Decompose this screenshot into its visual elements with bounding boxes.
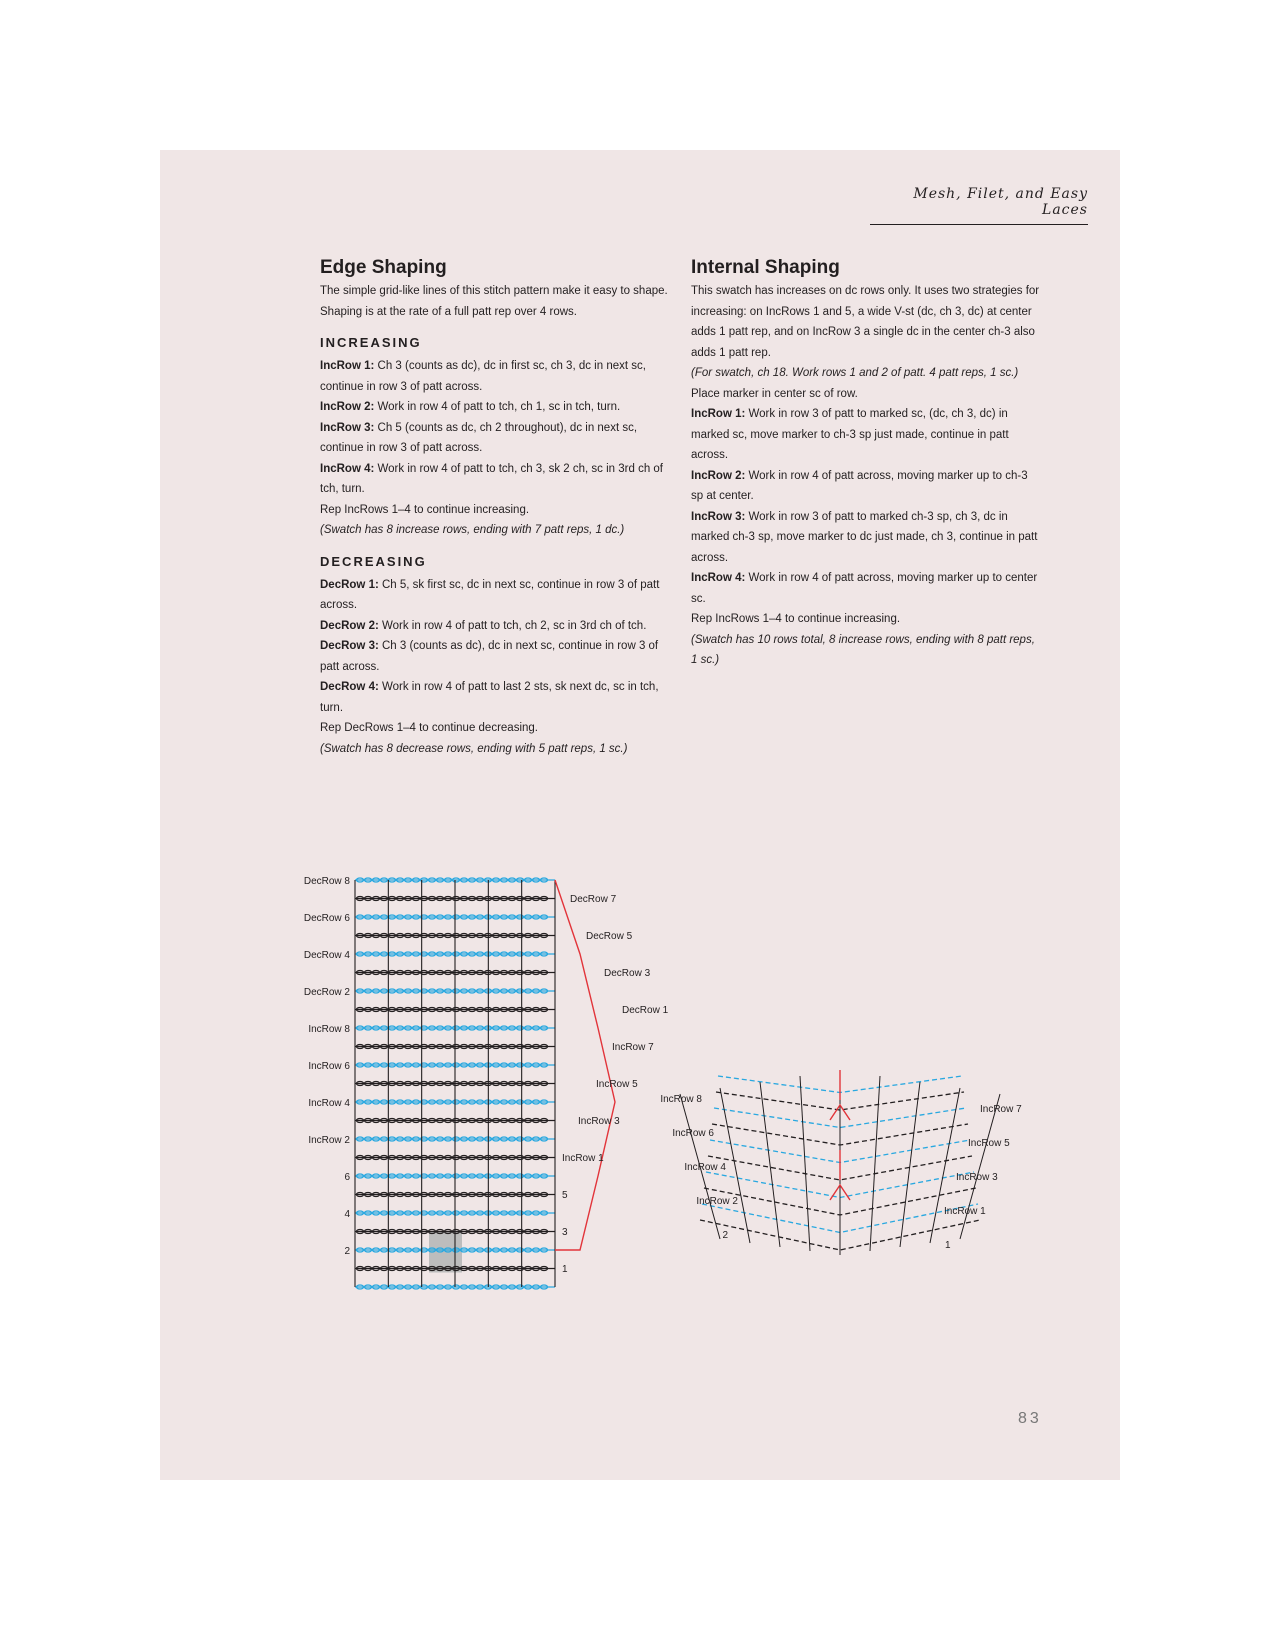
- edge-inc-repeat: Rep IncRows 1–4 to continue increasing.: [320, 503, 530, 516]
- left-row-label: IncRow 8: [308, 1024, 350, 1035]
- left-row-label: IncRow 2: [696, 1196, 738, 1207]
- right-row-label: 3: [562, 1227, 568, 1238]
- right-row-label: IncRow 3: [578, 1116, 620, 1127]
- step-text: Work in row 4 of patt to tch, ch 1, sc in tch, turn.: [374, 401, 621, 413]
- right-row-label: IncRow 1: [944, 1206, 986, 1217]
- left-row-label: 6: [344, 1172, 350, 1183]
- right-row-label: 1: [945, 1240, 951, 1251]
- right-row-label: IncRow 7: [612, 1042, 654, 1053]
- increasing-heading: INCREASING: [320, 335, 422, 350]
- left-row-label: IncRow 8: [660, 1094, 702, 1105]
- step-text: Ch 3 (counts as dc), dc in next sc, continue in row 3 of patt across.: [320, 640, 659, 673]
- internal-incrow-1: [691, 404, 1041, 466]
- left-row-label: 4: [344, 1209, 350, 1220]
- step-text: Work in row 4 of patt to tch, ch 2, sc in 3rd ch of tch.: [378, 619, 647, 632]
- left-row-label: 2: [722, 1230, 728, 1241]
- step-label: DecRow 1:: [320, 578, 379, 591]
- edge-shaping-column: [320, 255, 670, 759]
- right-row-label: 1: [562, 1264, 568, 1275]
- step-text: Work in row 3 of patt to marked ch-3 sp, ch 3, dc in marked ch-3 sp, move marker to dc just made, ch 3, continue in patt across.: [691, 510, 1038, 564]
- right-row-label: IncRow 1: [562, 1153, 604, 1164]
- radial-post: [960, 1094, 1000, 1239]
- step-text: Ch 5 (counts as dc, ch 2 throughout), dc in next sc, continue in row 3 of patt across.: [320, 421, 638, 454]
- step-text: Work in row 3 of patt to marked sc, (dc, ch 3, dc) in marked sc, move marker to ch-3 sp just made, continue in patt across.: [691, 408, 1009, 461]
- edge-decrow-1: [320, 575, 670, 616]
- edge-incrow-1: [320, 356, 670, 397]
- right-row-label: DecRow 7: [570, 894, 617, 905]
- edge-decrow-4: [320, 677, 670, 718]
- step-text: Ch 3 (counts as dc), dc in first sc, ch 3, dc in next sc, continue in row 3 of patt across.: [320, 360, 646, 393]
- step-label: IncRow 3:: [691, 510, 746, 523]
- step-label: IncRow 4:: [320, 462, 375, 475]
- left-row-label: DecRow 6: [303, 913, 350, 924]
- step-label: DecRow 3:: [320, 640, 379, 652]
- step-text: Work in row 4 of patt across, moving marker up to ch-3 sp at center.: [691, 469, 1028, 502]
- right-row-label: DecRow 1: [622, 1005, 669, 1016]
- internal-marker: Place marker in center sc of row.: [691, 387, 858, 400]
- edge-decrow-3: [320, 636, 670, 677]
- internal-incrow-3: [691, 507, 1041, 569]
- edge-intro: The simple grid-like lines of this stitch pattern make it easy to shape. Shaping is at the rate of a full patt rep over 4 rows.: [320, 285, 668, 318]
- left-row-label: DecRow 2: [303, 987, 350, 998]
- step-label: IncRow 2:: [691, 469, 746, 482]
- left-row-label: IncRow 2: [308, 1135, 350, 1146]
- right-row-label: IncRow 5: [596, 1079, 638, 1090]
- decreasing-heading: DECREASING: [320, 553, 427, 569]
- page: [160, 150, 1120, 1480]
- edge-decrow-2: [320, 616, 670, 637]
- edge-incrow-4: [320, 459, 670, 500]
- right-row-label: DecRow 5: [586, 931, 633, 942]
- left-row-label: IncRow 6: [672, 1128, 714, 1139]
- internal-repeat: Rep IncRows 1–4 to continue increasing.: [691, 613, 901, 625]
- step-text: Ch 5, sk first sc, dc in next sc, continue in row 3 of patt across.: [320, 578, 660, 611]
- step-text: Work in row 4 of patt to tch, ch 3, sk 2 ch, sc in 3rd ch of tch, turn.: [320, 462, 664, 495]
- edge-shaping-chart: [280, 860, 669, 1290]
- internal-shaping-column: [691, 255, 1041, 671]
- left-row-label: IncRow 4: [308, 1098, 350, 1109]
- step-label: IncRow 1:: [320, 360, 375, 372]
- radial-post: [900, 1082, 920, 1247]
- left-row-label: DecRow 4: [303, 950, 350, 961]
- internal-note: (Swatch has 10 rows total, 8 increase rows, ending with 8 patt reps, 1 sc.): [691, 633, 1035, 666]
- step-label: IncRow 2:: [320, 401, 375, 413]
- right-row-label: IncRow 7: [980, 1104, 1022, 1115]
- internal-swatch-note: (For swatch, ch 18. Work rows 1 and 2 of patt. 4 patt reps, 1 sc.): [691, 367, 1019, 379]
- step-label: DecRow 2:: [320, 619, 379, 632]
- right-row-label: IncRow 3: [956, 1172, 998, 1183]
- step-label: IncRow 4:: [691, 572, 746, 584]
- left-row-label: DecRow 8: [303, 876, 350, 887]
- running-head: Mesh, Filet, and Easy Laces: [870, 186, 1088, 225]
- internal-shaping-chart: [640, 1030, 1040, 1290]
- edge-inc-note: (Swatch has 8 increase rows, ending with 7 patt reps, 1 dc.): [320, 524, 625, 536]
- left-row-label: IncRow 4: [684, 1162, 726, 1173]
- edge-shaping-title: Edge Shaping: [320, 257, 447, 278]
- edge-dec-note: (Swatch has 8 decrease rows, ending with 5 patt reps, 1 sc.): [320, 742, 628, 755]
- page-number: 83: [1018, 1410, 1042, 1427]
- internal-intro: This swatch has increases on dc rows only. It uses two strategies for increasing: on IncRows 1 and 5, a wide V-st (dc, ch 3, dc) at center adds 1 patt rep, and on IncRow 3 a single dc in the center ch-3 also adds 1 patt rep.: [691, 285, 1040, 359]
- step-label: IncRow 1:: [691, 408, 746, 420]
- right-row-label: 5: [562, 1190, 568, 1201]
- step-text: Work in row 4 of patt to last 2 sts, sk next dc, sc in tch, turn.: [320, 681, 659, 714]
- edge-incrow-3: [320, 418, 670, 459]
- radial-post: [760, 1082, 780, 1247]
- step-label: IncRow 3:: [320, 421, 375, 434]
- left-row-label: IncRow 6: [308, 1061, 350, 1072]
- edge-dec-repeat: Rep DecRows 1–4 to continue decreasing.: [320, 722, 538, 734]
- internal-shaping-title: Internal Shaping: [691, 257, 840, 278]
- left-row-label: 2: [344, 1246, 350, 1257]
- right-row-label: DecRow 3: [604, 968, 651, 979]
- step-text: Work in row 4 of patt across, moving marker up to center sc.: [691, 572, 1038, 605]
- step-label: DecRow 4:: [320, 681, 379, 693]
- right-row-label: IncRow 5: [968, 1138, 1010, 1149]
- internal-incrow-4: [691, 568, 1041, 609]
- internal-incrow-2: [691, 466, 1041, 507]
- edge-incrow-2: [320, 397, 670, 418]
